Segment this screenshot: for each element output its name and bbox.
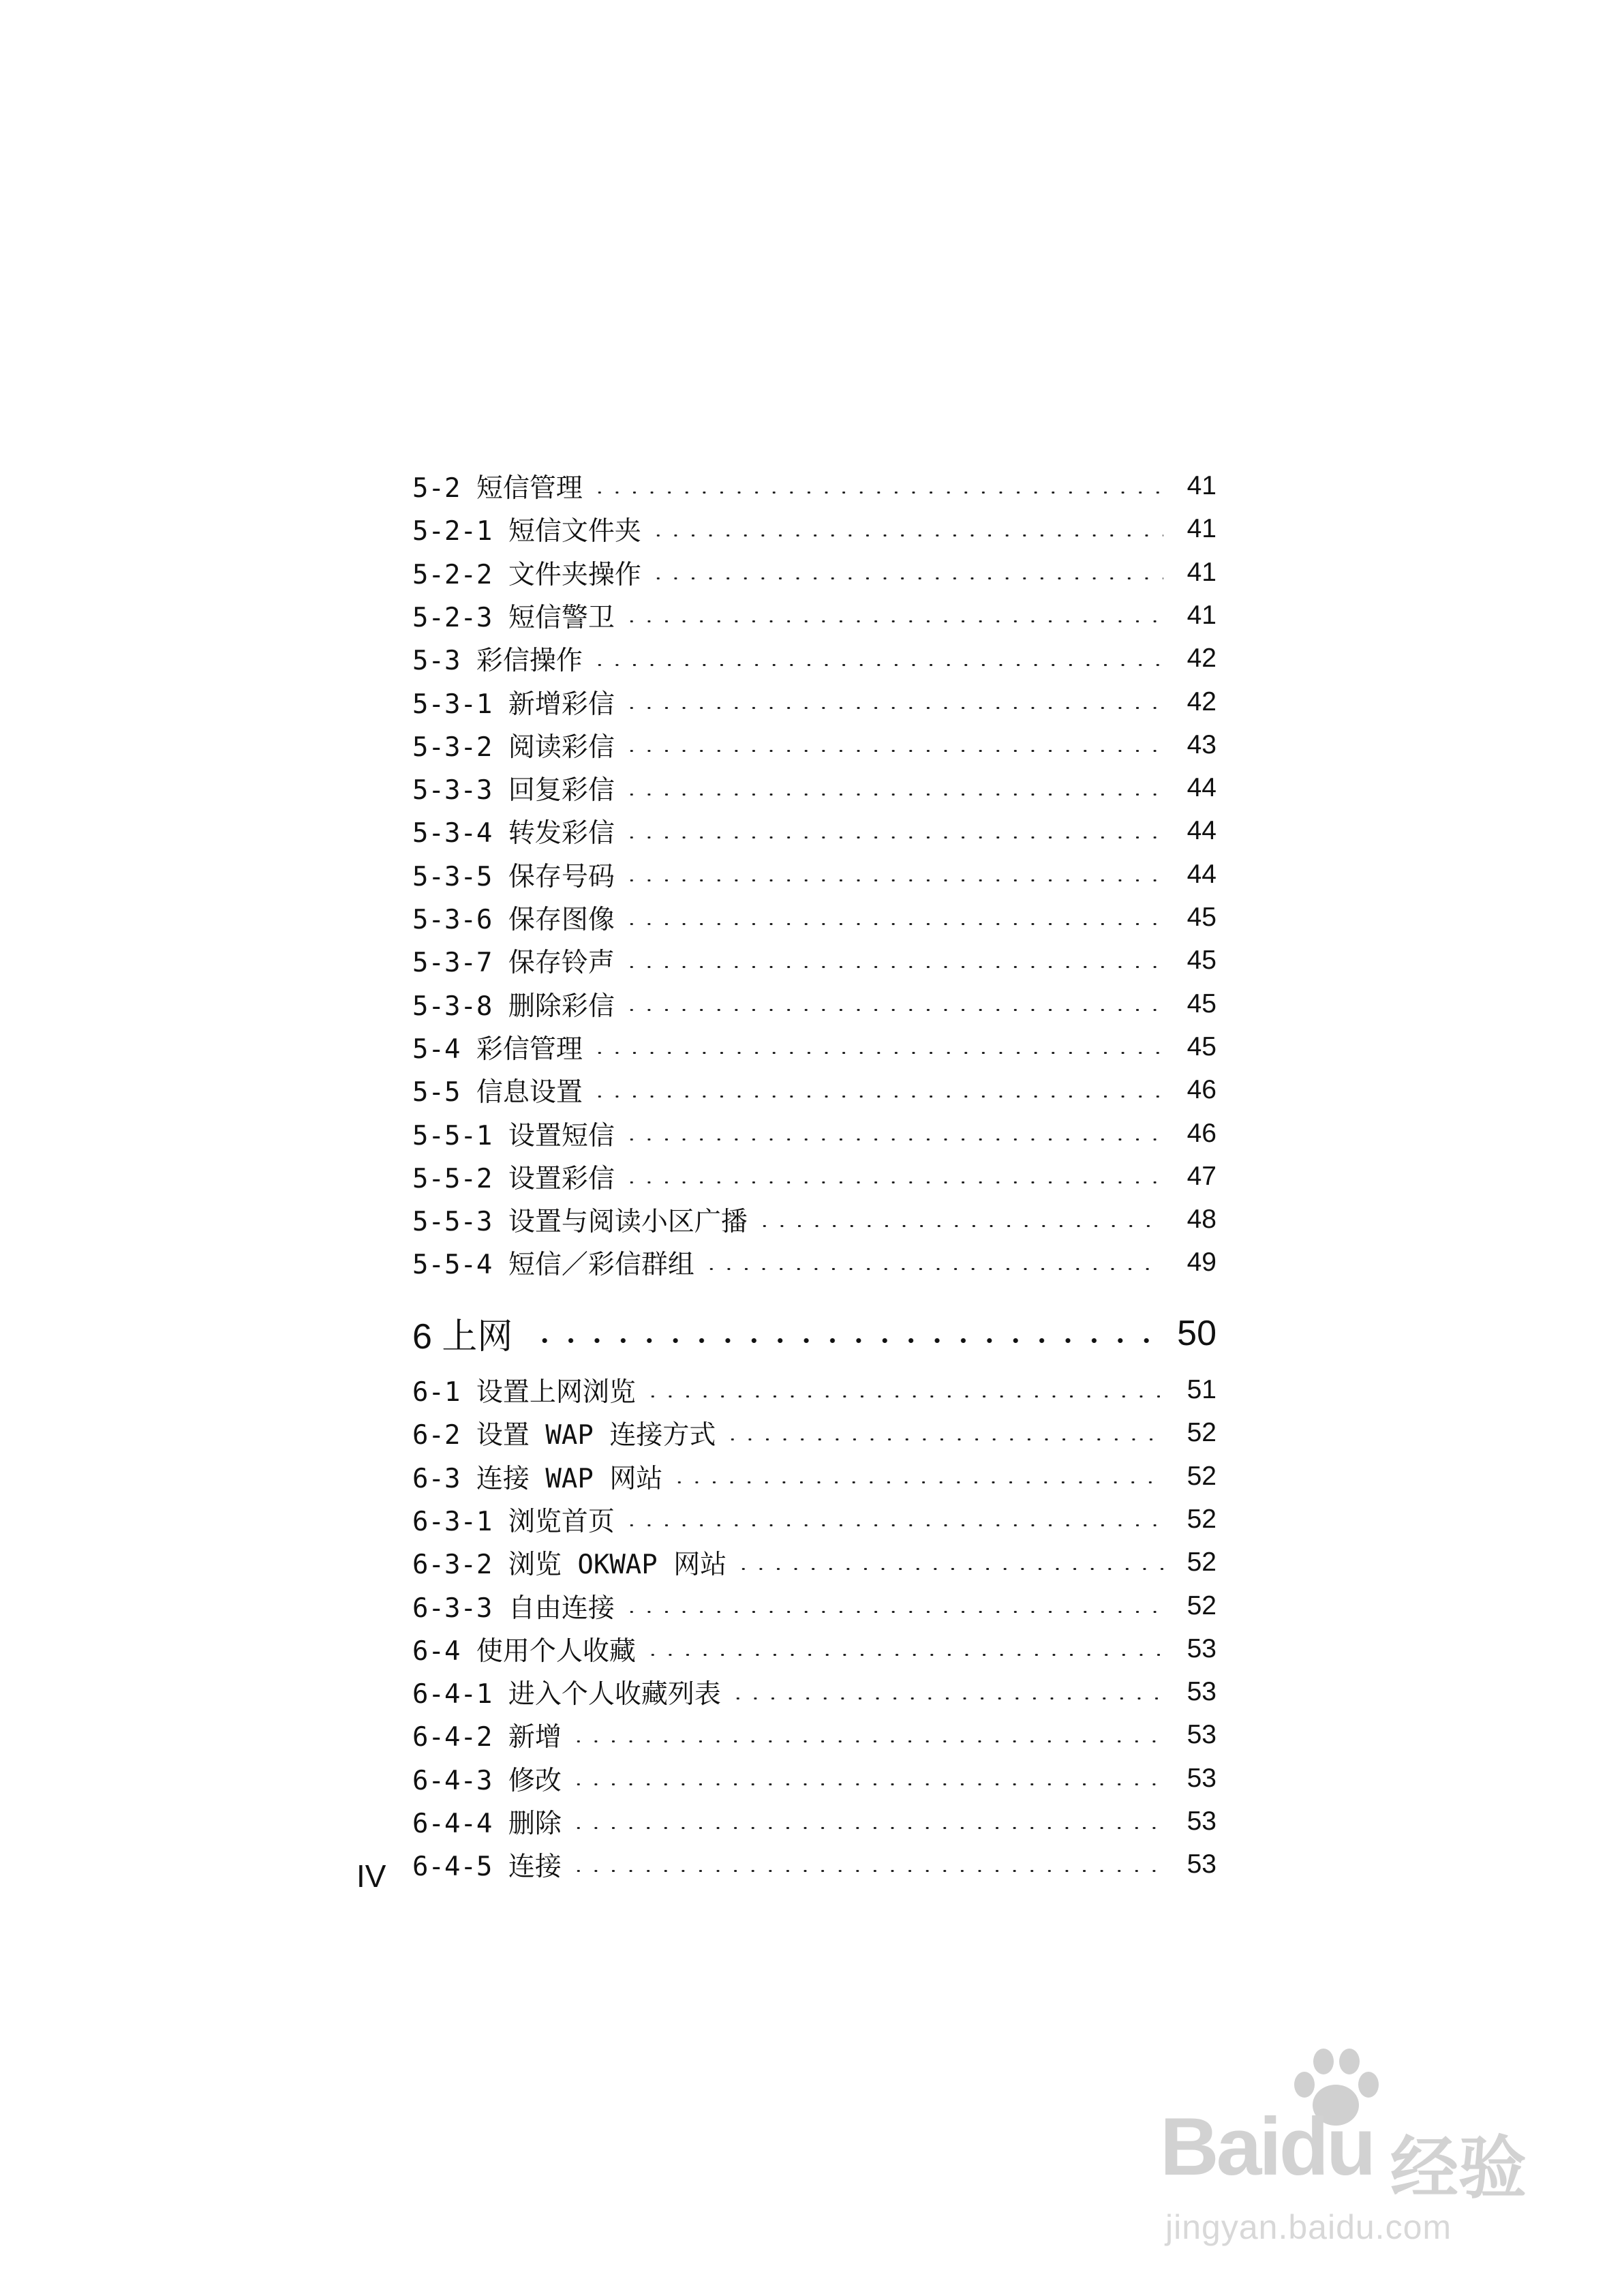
dot-leader xyxy=(671,1481,1163,1483)
toc-entry-label: 5-5-2 设置彩信 xyxy=(412,1163,615,1194)
toc-entry-label: 6-3 连接 WAP 网站 xyxy=(412,1463,663,1494)
toc-entry-page: 46 xyxy=(1187,1075,1216,1105)
toc-row xyxy=(412,940,1216,981)
toc-entry-label: 5-5-3 设置与阅读小区广播 xyxy=(412,1207,748,1238)
toc-entry-label: 5-3-2 阅读彩信 xyxy=(412,731,615,763)
toc-row xyxy=(412,897,1216,938)
toc-entry-page: 48 xyxy=(1187,1205,1216,1235)
dot-leader xyxy=(570,1740,1163,1742)
toc-entry-label: 5-3 彩信操作 xyxy=(412,646,583,677)
toc-entry-label: 5-2 短信管理 xyxy=(412,473,583,504)
toc-entry-label: 5-3-6 保存图像 xyxy=(412,905,615,935)
toc-entry-page: 41 xyxy=(1187,471,1216,500)
toc-entry-label: 6-4-1 进入个人收藏列表 xyxy=(412,1679,721,1710)
toc-entry-page: 51 xyxy=(1187,1375,1216,1404)
toc-entry-label: 5-3-1 新增彩信 xyxy=(412,689,615,720)
toc-entry-label: 6-4-5 连接 xyxy=(412,1852,562,1883)
watermark-url: jingyan.baidu.com xyxy=(1165,2208,1452,2246)
toc-entry-page: 41 xyxy=(1187,514,1216,544)
toc-row xyxy=(412,1113,1216,1154)
dot-leader xyxy=(623,794,1163,796)
page-number: IV xyxy=(356,1858,386,1894)
toc-entry-label: 5-3-4 转发彩信 xyxy=(412,818,615,849)
dot-leader xyxy=(591,1096,1163,1098)
toc-entry-page: 45 xyxy=(1187,903,1216,932)
toc-entry-label: 5-2-1 短信文件夹 xyxy=(412,516,641,547)
toc-entry-label: 6-2 设置 WAP 连接方式 xyxy=(412,1420,716,1451)
toc-entry-page: 44 xyxy=(1187,773,1216,803)
toc-entry-page: 45 xyxy=(1187,946,1216,976)
dot-leader xyxy=(623,1138,1163,1141)
dot-leader xyxy=(623,1524,1163,1526)
toc-entry-page: 41 xyxy=(1187,600,1216,630)
toc-row xyxy=(412,1199,1216,1240)
toc-row xyxy=(412,638,1216,679)
toc-entry-label: 5-3-7 保存铃声 xyxy=(412,948,615,979)
dot-leader xyxy=(623,1009,1163,1011)
dot-leader xyxy=(532,1338,1152,1343)
toc-row xyxy=(412,466,1216,507)
toc-entry-page: 42 xyxy=(1187,644,1216,674)
toc-entry-label: 5-5-4 短信／彩信群组 xyxy=(412,1250,694,1281)
toc-entry-label: 6-4-3 修改 xyxy=(412,1765,562,1796)
toc-entry-page: 53 xyxy=(1187,1763,1216,1793)
dot-leader xyxy=(623,620,1163,622)
toc-entry-label: 6-4-4 删除 xyxy=(412,1809,562,1839)
toc-chapter-row xyxy=(412,1306,1216,1361)
toc-row xyxy=(412,1758,1216,1799)
toc-row xyxy=(412,595,1216,636)
toc-row xyxy=(412,725,1216,766)
toc-entry-page: 45 xyxy=(1187,1031,1216,1061)
toc-entry-page: 53 xyxy=(1187,1849,1216,1879)
toc-row xyxy=(412,984,1216,1025)
dot-leader xyxy=(649,534,1163,537)
toc-entry-page: 41 xyxy=(1187,557,1216,587)
dot-leader xyxy=(649,577,1163,579)
dot-leader xyxy=(570,1783,1163,1785)
toc-row xyxy=(412,1715,1216,1755)
toc-entry-label: 5-4 彩信管理 xyxy=(412,1033,583,1065)
toc-entry-page: 53 xyxy=(1187,1677,1216,1707)
toc-entry-page: 52 xyxy=(1187,1504,1216,1534)
dot-leader xyxy=(591,1052,1163,1054)
toc-row xyxy=(412,1156,1216,1197)
toc-entry-page: 44 xyxy=(1187,816,1216,846)
toc-entry-page: 45 xyxy=(1187,988,1216,1018)
toc-entry-label: 6-4-2 新增 xyxy=(412,1722,562,1753)
toc-row xyxy=(412,1844,1216,1885)
toc-row xyxy=(412,1801,1216,1842)
watermark-brand-cn: 经验 xyxy=(1390,2128,1527,2208)
toc-entry-label: 5-3-3 回复彩信 xyxy=(412,775,615,806)
toc-row xyxy=(412,768,1216,809)
toc-entry-page: 52 xyxy=(1187,1547,1216,1577)
toc-row xyxy=(412,509,1216,549)
toc-entry-label: 5-2-2 文件夹操作 xyxy=(412,559,641,590)
toc-entry-label: 5-5-1 设置短信 xyxy=(412,1120,615,1151)
toc-entry-page: 42 xyxy=(1187,686,1216,716)
toc-entry-page: 53 xyxy=(1187,1720,1216,1750)
toc-row xyxy=(412,1413,1216,1453)
toc-entry-page: 52 xyxy=(1187,1461,1216,1491)
dot-leader xyxy=(735,1568,1163,1570)
dot-leader xyxy=(623,923,1163,925)
toc-entry-page: 52 xyxy=(1187,1590,1216,1620)
toc-row xyxy=(412,811,1216,851)
dot-leader xyxy=(703,1268,1163,1270)
dot-leader xyxy=(623,1181,1163,1183)
watermark xyxy=(1152,2045,1533,2250)
toc-entry-label: 5-2-3 短信警卫 xyxy=(412,602,615,633)
toc-row xyxy=(412,1542,1216,1583)
dot-leader xyxy=(644,1395,1163,1398)
dot-leader xyxy=(756,1225,1163,1227)
toc-entry-page: 53 xyxy=(1187,1633,1216,1663)
toc-entry-label: 6-3-2 浏览 OKWAP 网站 xyxy=(412,1550,727,1581)
dot-leader xyxy=(644,1654,1163,1656)
dot-leader xyxy=(623,879,1163,881)
toc-entry-page: 44 xyxy=(1187,859,1216,889)
toc-entry-page: 50 xyxy=(1177,1313,1216,1353)
toc-row xyxy=(412,1499,1216,1540)
dot-leader xyxy=(623,707,1163,709)
dot-leader xyxy=(570,1827,1163,1829)
toc-entry-page: 46 xyxy=(1187,1118,1216,1148)
watermark-brand: Baidu xyxy=(1160,2101,1374,2192)
dot-leader xyxy=(623,750,1163,752)
toc-row xyxy=(412,1370,1216,1410)
toc-entry-label: 6-3-3 自由连接 xyxy=(412,1592,615,1624)
dot-leader xyxy=(623,836,1163,839)
toc-entry-label: 6-4 使用个人收藏 xyxy=(412,1635,636,1667)
dot-leader xyxy=(591,492,1163,494)
toc-row xyxy=(412,1672,1216,1712)
toc-entry-label: 5-5 信息设置 xyxy=(412,1077,583,1108)
toc-entry-page: 47 xyxy=(1187,1161,1216,1191)
toc-row xyxy=(412,1242,1216,1283)
dot-leader xyxy=(623,966,1163,968)
dot-leader xyxy=(623,1611,1163,1613)
toc-entry-page: 52 xyxy=(1187,1418,1216,1448)
toc-entry-page: 49 xyxy=(1187,1248,1216,1278)
toc-row xyxy=(412,1456,1216,1497)
toc-entry-label: 6-1 设置上网浏览 xyxy=(412,1377,636,1408)
toc-entry-page: 53 xyxy=(1187,1807,1216,1836)
toc-entry-page: 43 xyxy=(1187,729,1216,759)
toc-row xyxy=(412,1070,1216,1111)
toc-entry-label: 5-3-5 保存号码 xyxy=(412,861,615,892)
toc-entry-label: 5-3-8 删除彩信 xyxy=(412,991,615,1022)
toc-row xyxy=(412,1629,1216,1670)
toc-entry-label: 6 上网 xyxy=(412,1317,513,1357)
toc-row xyxy=(412,682,1216,723)
toc-row xyxy=(412,854,1216,895)
dot-leader xyxy=(570,1870,1163,1872)
toc-row xyxy=(412,1586,1216,1627)
dot-leader xyxy=(729,1697,1163,1700)
toc-row xyxy=(412,1027,1216,1068)
toc-entry-label: 6-3-1 浏览首页 xyxy=(412,1506,615,1537)
dot-leader xyxy=(591,664,1163,666)
toc-row xyxy=(412,552,1216,593)
dot-leader xyxy=(724,1438,1163,1440)
